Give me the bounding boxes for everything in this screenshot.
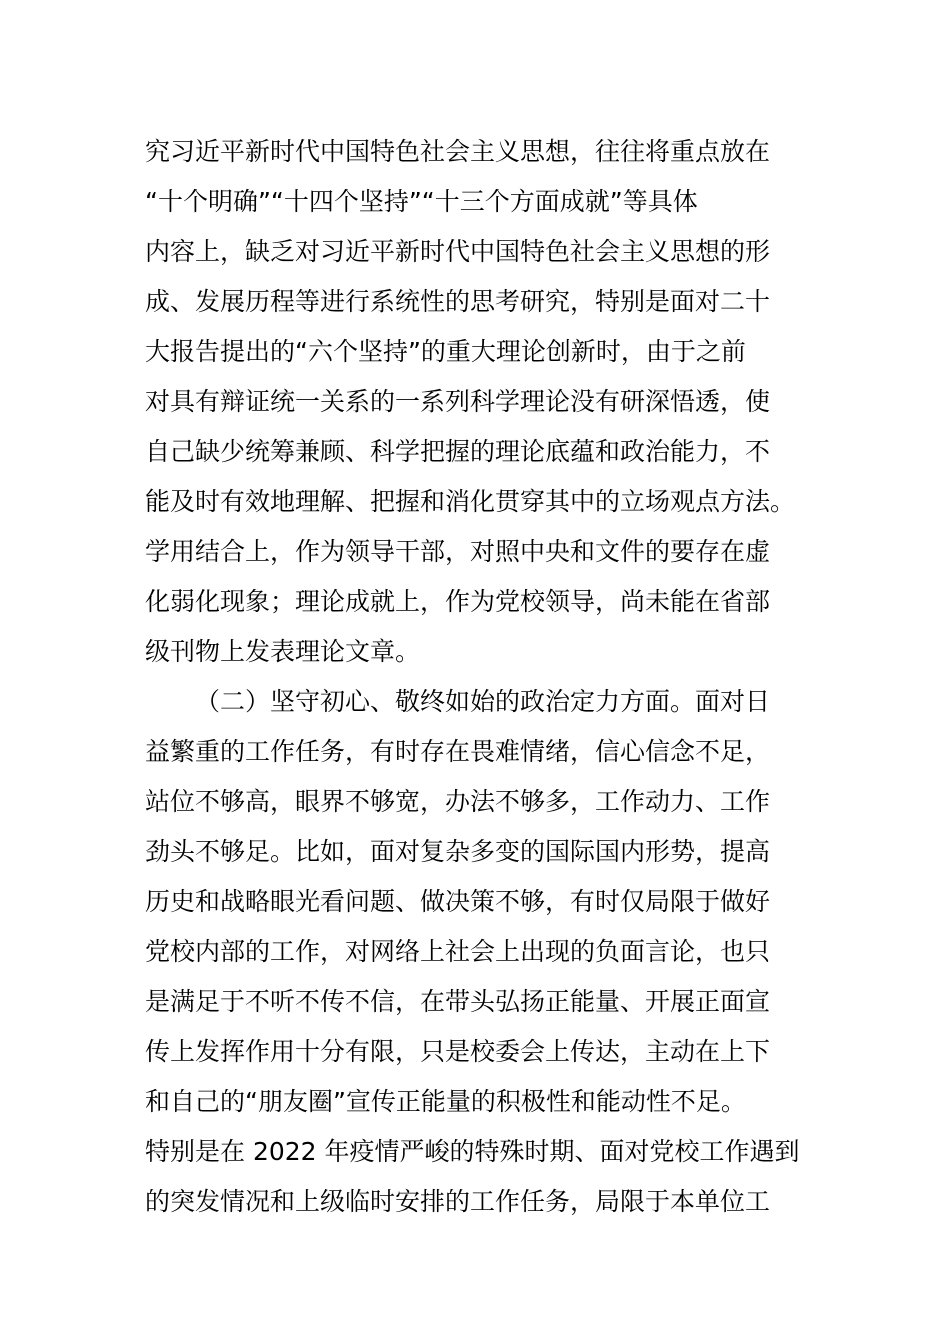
text-line: 究习近平新时代中国特色社会主义思想，往往将重点放在 [145, 137, 771, 166]
text-line: 历史和战略眼光看问题、做决策不够，有时仅局限于做好 [145, 887, 771, 916]
text-line: 是满足于不听不传不信，在带头弘扬正能量、开展正面宣 [145, 987, 771, 1016]
text-line: 的突发情况和上级临时安排的工作任务，局限于本单位工 [145, 1187, 771, 1216]
text-line: 劲头不够足。比如，面对复杂多变的国际国内形势，提高 [145, 837, 771, 866]
text-line: 化弱化现象；理论成就上，作为党校领导，尚未能在省部 [145, 587, 771, 616]
text-line: 特别是在 2022 年疫情严峻的特殊时期、面对党校工作遇到 [145, 1137, 800, 1166]
text-line: “十个明确”“十四个坚持”“十三个方面成就”等具体 [145, 187, 698, 216]
text-line: 传上发挥作用十分有限，只是校委会上传达，主动在上下 [145, 1037, 771, 1066]
text-line: 党校内部的工作，对网络上社会上出现的负面言论，也只 [145, 937, 771, 966]
text-line: 对具有辩证统一关系的一系列科学理论没有研深悟透，使 [145, 387, 771, 416]
text-line: 内容上，缺乏对习近平新时代中国特色社会主义思想的形 [145, 237, 771, 266]
body-text [145, 127, 825, 1227]
text-line: 站位不够高，眼界不够宽，办法不够多，工作动力、工作 [145, 787, 771, 816]
section-heading-line: （二）坚守初心、敬终如始的政治定力方面。面对日 [195, 687, 771, 716]
text-line: 成、发展历程等进行系统性的思考研究，特别是面对二十 [145, 287, 771, 316]
text-line: 级刊物上发表理论文章。 [145, 637, 421, 666]
text-line: 益繁重的工作任务，有时存在畏难情绪，信心信念不足， [145, 737, 771, 766]
text-line: 和自己的“朋友圈”宣传正能量的积极性和能动性不足。 [145, 1087, 746, 1116]
text-line: 能及时有效地理解、把握和消化贯穿其中的立场观点方法。 [145, 487, 796, 516]
text-line: 大报告提出的“六个坚持”的重大理论创新时，由于之前 [145, 337, 746, 366]
text-line: 自己缺少统筹兼顾、科学把握的理论底蕴和政治能力，不 [145, 437, 771, 466]
text-line: 学用结合上，作为领导干部，对照中央和文件的要存在虚 [145, 537, 771, 566]
